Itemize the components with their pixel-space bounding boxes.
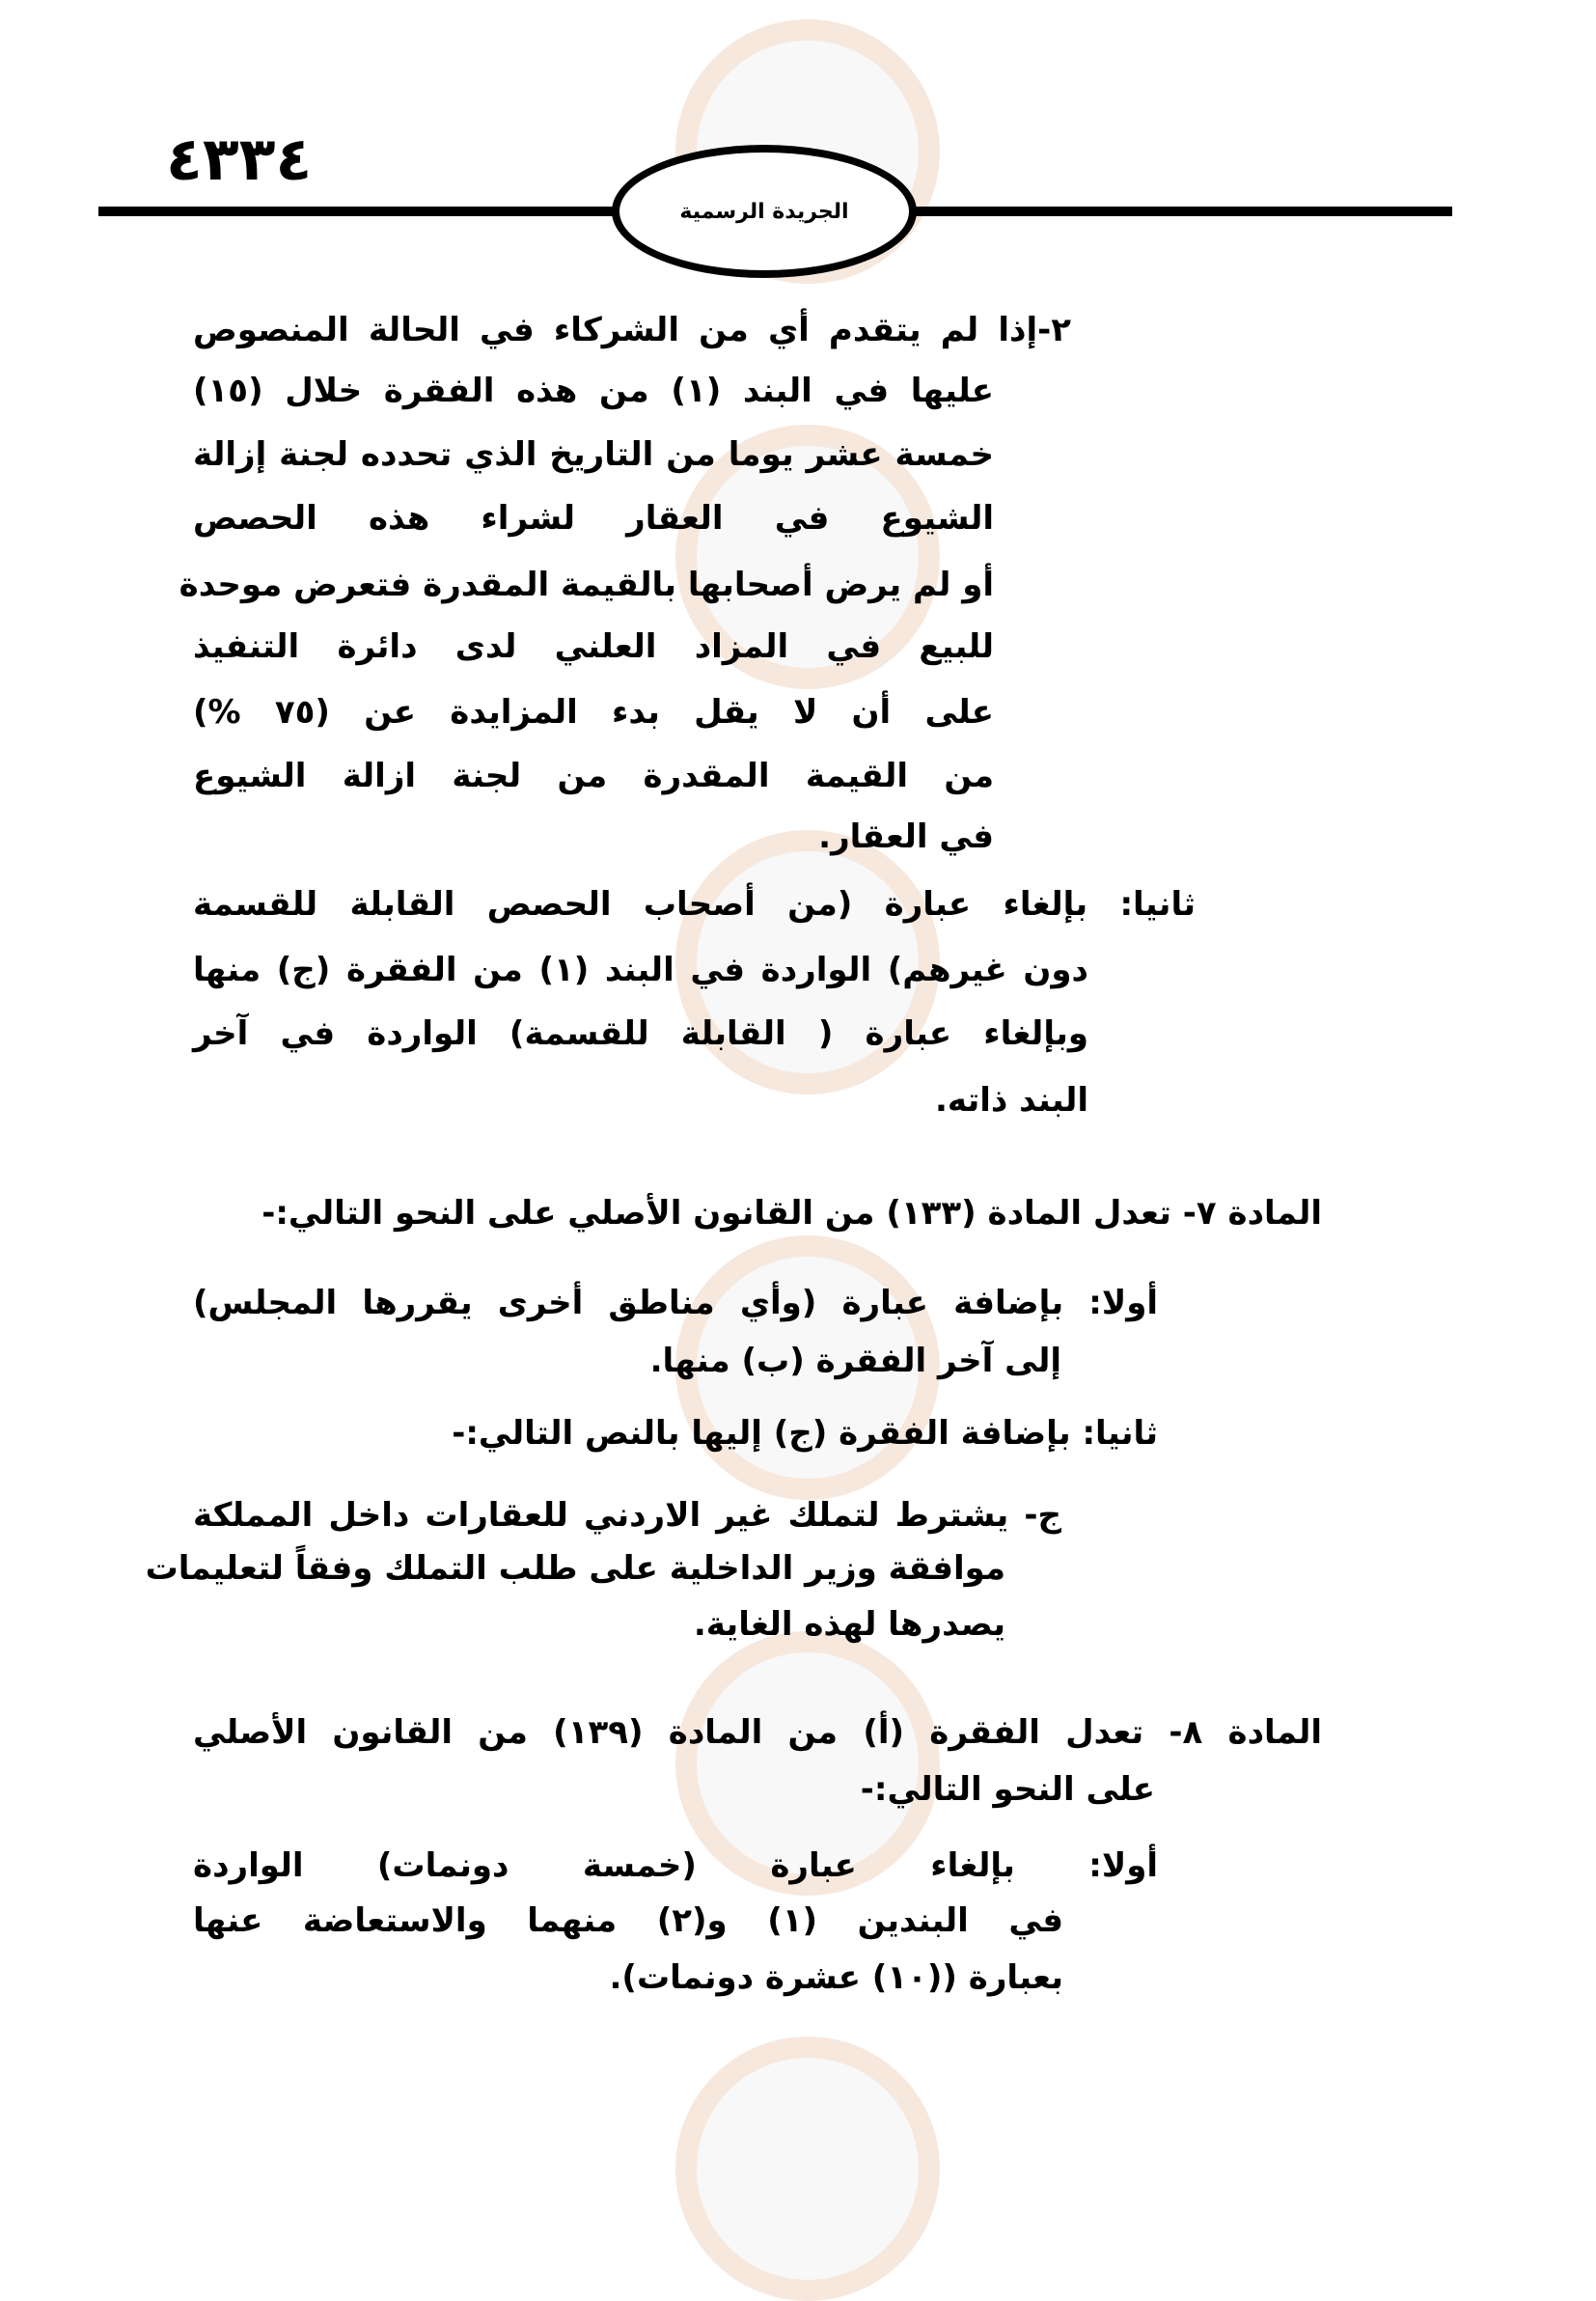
paragraph-line: دون غيرهم) الواردة في البند (١) من الفقرة (ج) منها [193,951,1088,989]
paragraph-line: الشيوع في العقار لشراء هذه الحصص [193,499,994,538]
paragraph-line: أو لم يرض أصحابها بالقيمة المقدرة فتعرض موحدة [179,566,994,604]
paragraph-line: من القيمة المقدرة من لجنة ازالة الشيوع [193,757,994,795]
paragraph-line: ثانيا: بإلغاء عبارة (من أصحاب الحصص القابلة للقسمة [193,885,1196,924]
paragraph-line: إلى آخر الفقرة (ب) منها. [649,1342,1061,1380]
article-8-heading: المادة ٨- تعدل الفقرة (أ) من المادة (١٣٩) من القانون الأصلي [193,1713,1323,1752]
paragraph-line: في البندين (١) و(٢) منهما والاستعاضة عنها [193,1901,1063,1940]
gazette-title-oval [612,145,917,278]
paragraph-line: بعبارة ((١٠) عشرة دونمات). [609,1958,1063,1997]
paragraph-line: وبإلغاء عبارة ( القابلة للقسمة) الواردة في آخر [193,1014,1088,1053]
paragraph-line: عليها في البند (١) من هذه الفقرة خلال (١٥) [193,372,994,410]
paragraph-line: خمسة عشر يوما من التاريخ الذي تحدده لجنة إزالة [193,435,994,474]
paragraph-line: على أن لا يقل بدء المزايدة عن (٧٥ %) [193,693,994,732]
paragraph-line: ج- يشترط لتملك غير الاردني للعقارات داخل المملكة [193,1496,1061,1535]
paragraph-line: موافقة وزير الداخلية على طلب التملك وفقاً لتعليمات [145,1549,1005,1588]
paragraph-line: يصدرها لهذه الغاية. [693,1605,1005,1644]
paragraph-line: للبيع في المزاد العلني لدى دائرة التنفيذ [193,627,994,666]
page-number: ٤٣٣٤ [166,124,313,194]
article-8-heading-cont: على النحو التالي:- [860,1770,1155,1809]
paragraph-line: في العقار. [818,818,994,856]
paragraph-line: ثانيا: بإضافة الفقرة (ج) إليها بالنص التالي:- [452,1414,1158,1453]
gazette-title: الجريدة الرسمية [679,199,849,224]
watermark-clock-icon [675,2037,940,2301]
paragraph-line: أولا: بإضافة عبارة (وأي مناطق أخرى يقررها المجلس) [193,1284,1158,1322]
paragraph-line: أولا: بإلغاء عبارة (خمسة دونمات) الواردة [193,1846,1158,1885]
paragraph-line: البند ذاته. [934,1081,1088,1120]
article-7-heading: المادة ٧- تعدل المادة (١٣٣) من القانون الأصلي على النحو التالي:- [261,1194,1322,1233]
paragraph-line: ٢-إذا لم يتقدم أي من الشركاء في الحالة المنصوص [193,311,1071,349]
